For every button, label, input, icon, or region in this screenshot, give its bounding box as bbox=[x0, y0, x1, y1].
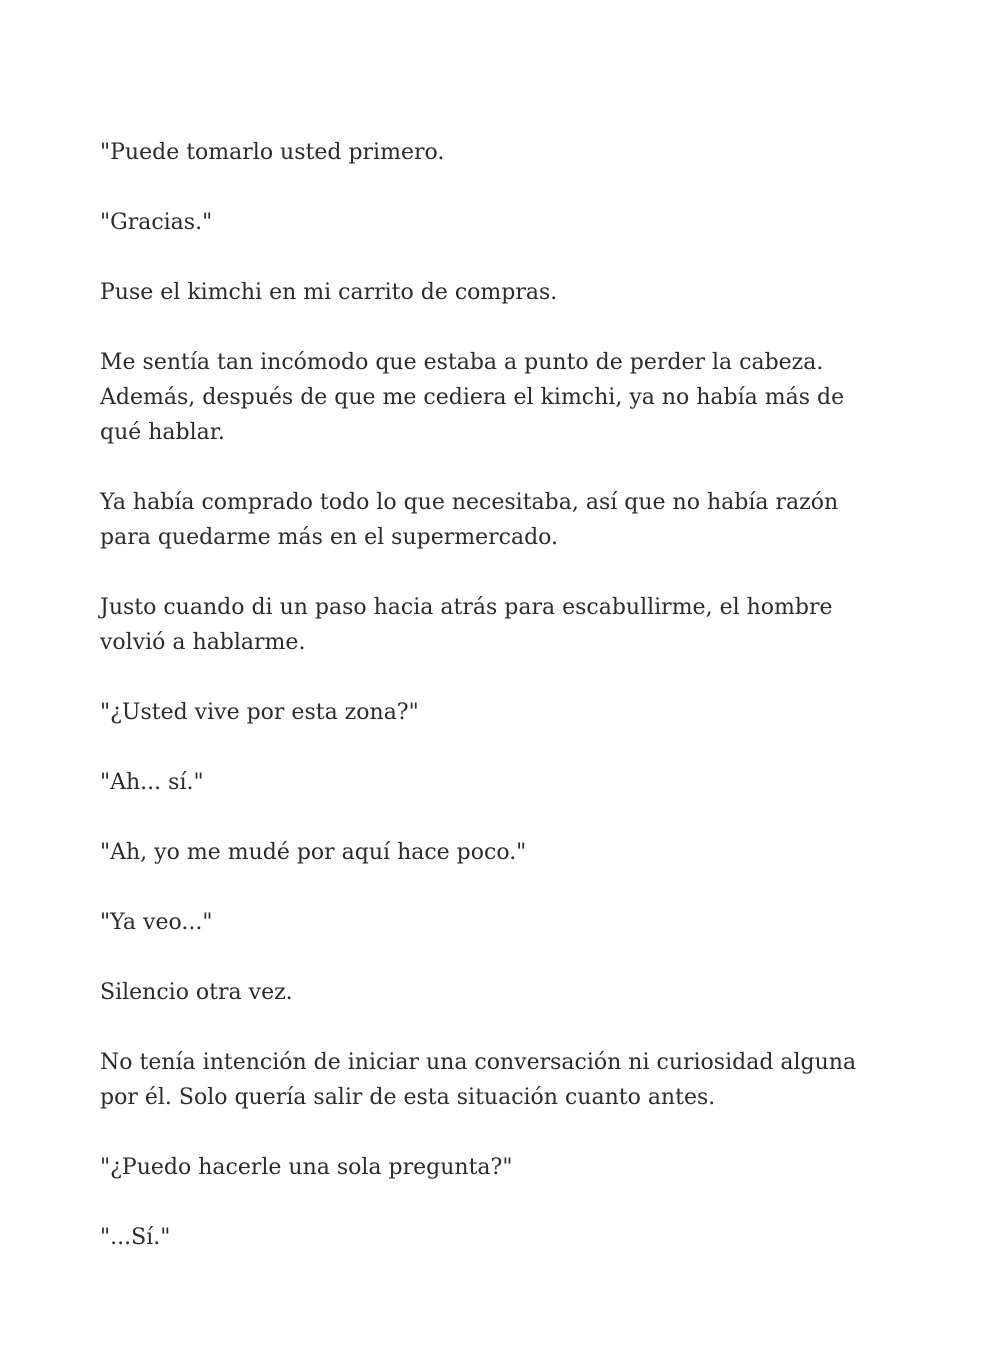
paragraph: "Gracias." bbox=[100, 210, 213, 235]
paragraph: "Puede tomarlo usted primero. bbox=[100, 140, 445, 165]
paragraph: "...Sí." bbox=[100, 1225, 171, 1250]
paragraph: No tenía intención de iniciar una conversación ni curiosidad alguna por él. Solo quería salir de esta situación cuanto antes. bbox=[100, 1050, 857, 1110]
document-page bbox=[100, 135, 890, 1290]
paragraph: Justo cuando di un paso hacia atrás para escabullirme, el hombre volvió a hablarme. bbox=[100, 595, 833, 655]
paragraph: "Ah, yo me mudé por aquí hace poco." bbox=[100, 840, 527, 865]
paragraph: "¿Usted vive por esta zona?" bbox=[100, 700, 419, 725]
paragraph: Silencio otra vez. bbox=[100, 980, 293, 1005]
paragraph: Puse el kimchi en mi carrito de compras. bbox=[100, 280, 558, 305]
paragraph: "¿Puedo hacerle una sola pregunta?" bbox=[100, 1155, 513, 1180]
paragraph: "Ya veo..." bbox=[100, 910, 213, 935]
paragraph: Me sentía tan incómodo que estaba a punto de perder la cabeza. Además, después de que me cediera el kimchi, ya no había más de qué hablar. bbox=[100, 350, 845, 445]
paragraph: Ya había comprado todo lo que necesitaba, así que no había razón para quedarme más en el supermercado. bbox=[100, 490, 839, 550]
paragraph: "Ah... sí." bbox=[100, 770, 204, 795]
